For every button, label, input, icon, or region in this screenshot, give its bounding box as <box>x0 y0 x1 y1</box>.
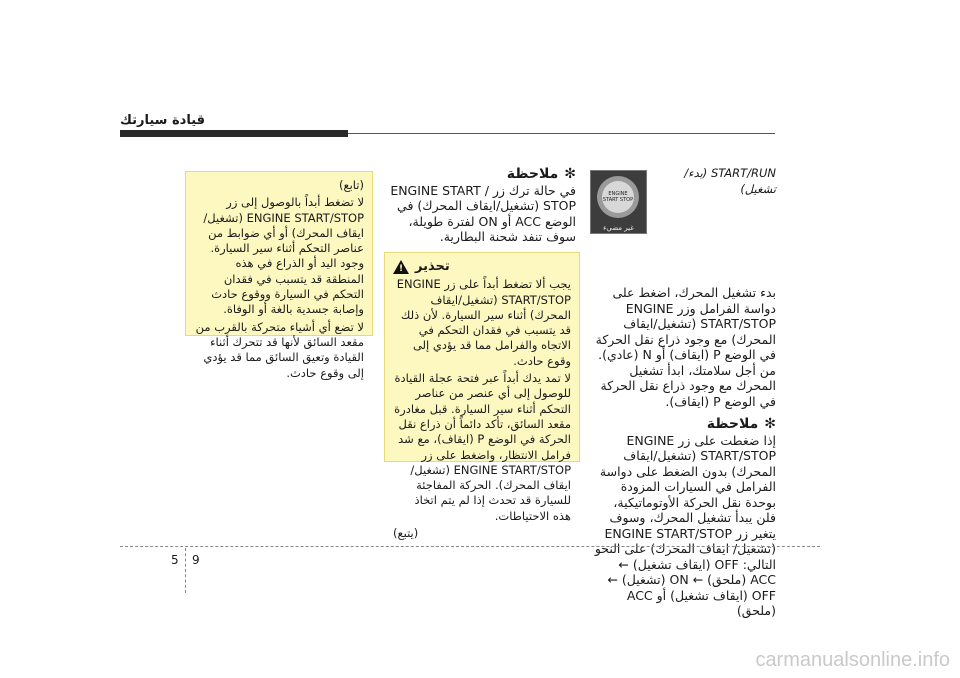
engine-start-button-image <box>590 170 647 234</box>
page-header-title: قيادة سيارتك <box>120 113 206 128</box>
footer-dashed-rule <box>120 546 820 547</box>
start-run-caption: START/RUN (بدء/تشغيل) <box>684 166 776 196</box>
middle-note-heading <box>380 167 576 183</box>
continued-warning-box <box>185 171 373 380</box>
start-engine-paragraph: بدء تشغيل المحرك، اضغط على دواسة الفرامل وزر ENGINE START/STOP (تشغيل/ايقاف المحرك) مع وجود ذراع نقل الحركة في الوضع P (ايقاف) أو N (عادي). من أجل سلامتك، ابدأ تشغيل المحرك مع وجود ذراع نقل الحركة في الوضع P (ايقاف). <box>595 285 776 409</box>
middle-column <box>380 167 576 245</box>
warning-item-1: يجب ألا تضغط أبداً على زر ENGINE START/STOP (تشغيل/ايقاف المحرك) أثناء سير السيارة. لأن ذلك قد يتسبب في فقدان التحكم في الاتجاه والفرامل مما قد يؤدي إلى وقوع حادث. <box>396 277 571 368</box>
continued-label: (تابع) <box>339 178 364 192</box>
middle-note-text: في حالة ترك زر ENGINE START / STOP (تشغيل/ايقاف المحرك) في الوضع ACC أو ON لفترة طويلة، سوف تنفد شحنة البطارية. <box>390 182 576 244</box>
right-note-heading <box>590 417 776 433</box>
warning-heading <box>393 259 571 274</box>
middle-note-heading-text: ملاحظة <box>506 166 559 182</box>
warning-continued: (يتبع) <box>393 526 419 541</box>
page-section-number: 5 <box>171 553 179 567</box>
right-note-heading-text: ملاحظة <box>706 416 759 432</box>
continued-item-1: لا تضغط أبداً بالوصول إلى زر ENGINE START/STOP (تشغيل/ايقاف المحرك) أو أي ضوابط من عناصر التحكم أثناء سير السيارة. وجود اليد أو الذراع في هذه المنطقة قد يتسبب في فقدان التحكم في السيارة ووقوع حادث وإصابة جسدية بالغة أو الوفاة. <box>203 195 364 317</box>
right-note-text: إذا ضغطت على زر ENGINE START/STOP (تشغيل/ايقاف المحرك) بدون الضغط على دواسة الفرامل في السيارات المزودة بوحدة نقل الحركة الأوتوماتيكية، فلن يبدأ تشغيل المحرك، وسوف يتغير زر ENGINE START/STOP (تشغيل/ ايقاف المحرك) على النحو التالي: OFF (ايقاف تشغيل) ← ACC (ملحق) ← ON (تشغيل) ← OFF (ايقاف تشغيل) أو ACC (ملحق) <box>594 432 776 618</box>
image-caption: غير مضيء <box>603 224 634 232</box>
button-face: ENGINE START STOP <box>602 181 634 213</box>
header-rule-thick <box>120 130 348 137</box>
warning-triangle-icon <box>393 260 409 274</box>
continued-item-2: لا تضع أي أشياء متحركة بالقرب من مقعد السائق لأنها قد تتحرك أثناء القيادة وتعيق السائق مما قد يؤدي إلى وقوع حادث. <box>195 319 364 380</box>
watermark: carmanualsonline.info <box>755 649 950 671</box>
warning-heading-text: تحذير <box>415 259 450 274</box>
warning-box <box>384 252 580 541</box>
footer-dashed-divider <box>185 548 186 593</box>
button-outer-ring <box>597 176 639 218</box>
star-icon: ✻ <box>764 416 776 432</box>
page-number: 9 <box>192 553 200 567</box>
star-icon: ✻ <box>564 166 576 182</box>
warning-item-2: لا تمد يدك أبداً عبر فتحة عجلة القيادة للوصول إلى أي عنصر من عناصر التحكم أثناء سير السيارة. قبل مغادرة مقعد السائق، تأكد دائماً أن ذراع نقل الحركة في الوضع P (ايقاف)، مع شد فرامل الانتظار، واضغط على زر ENGINE START/STOP (تشغيل/ايقاف المحرك). الحركة المفاجئة للسيارة قد تحدث إذا لم يتم اتخاذ هذه الاحتياطات. <box>394 371 571 523</box>
